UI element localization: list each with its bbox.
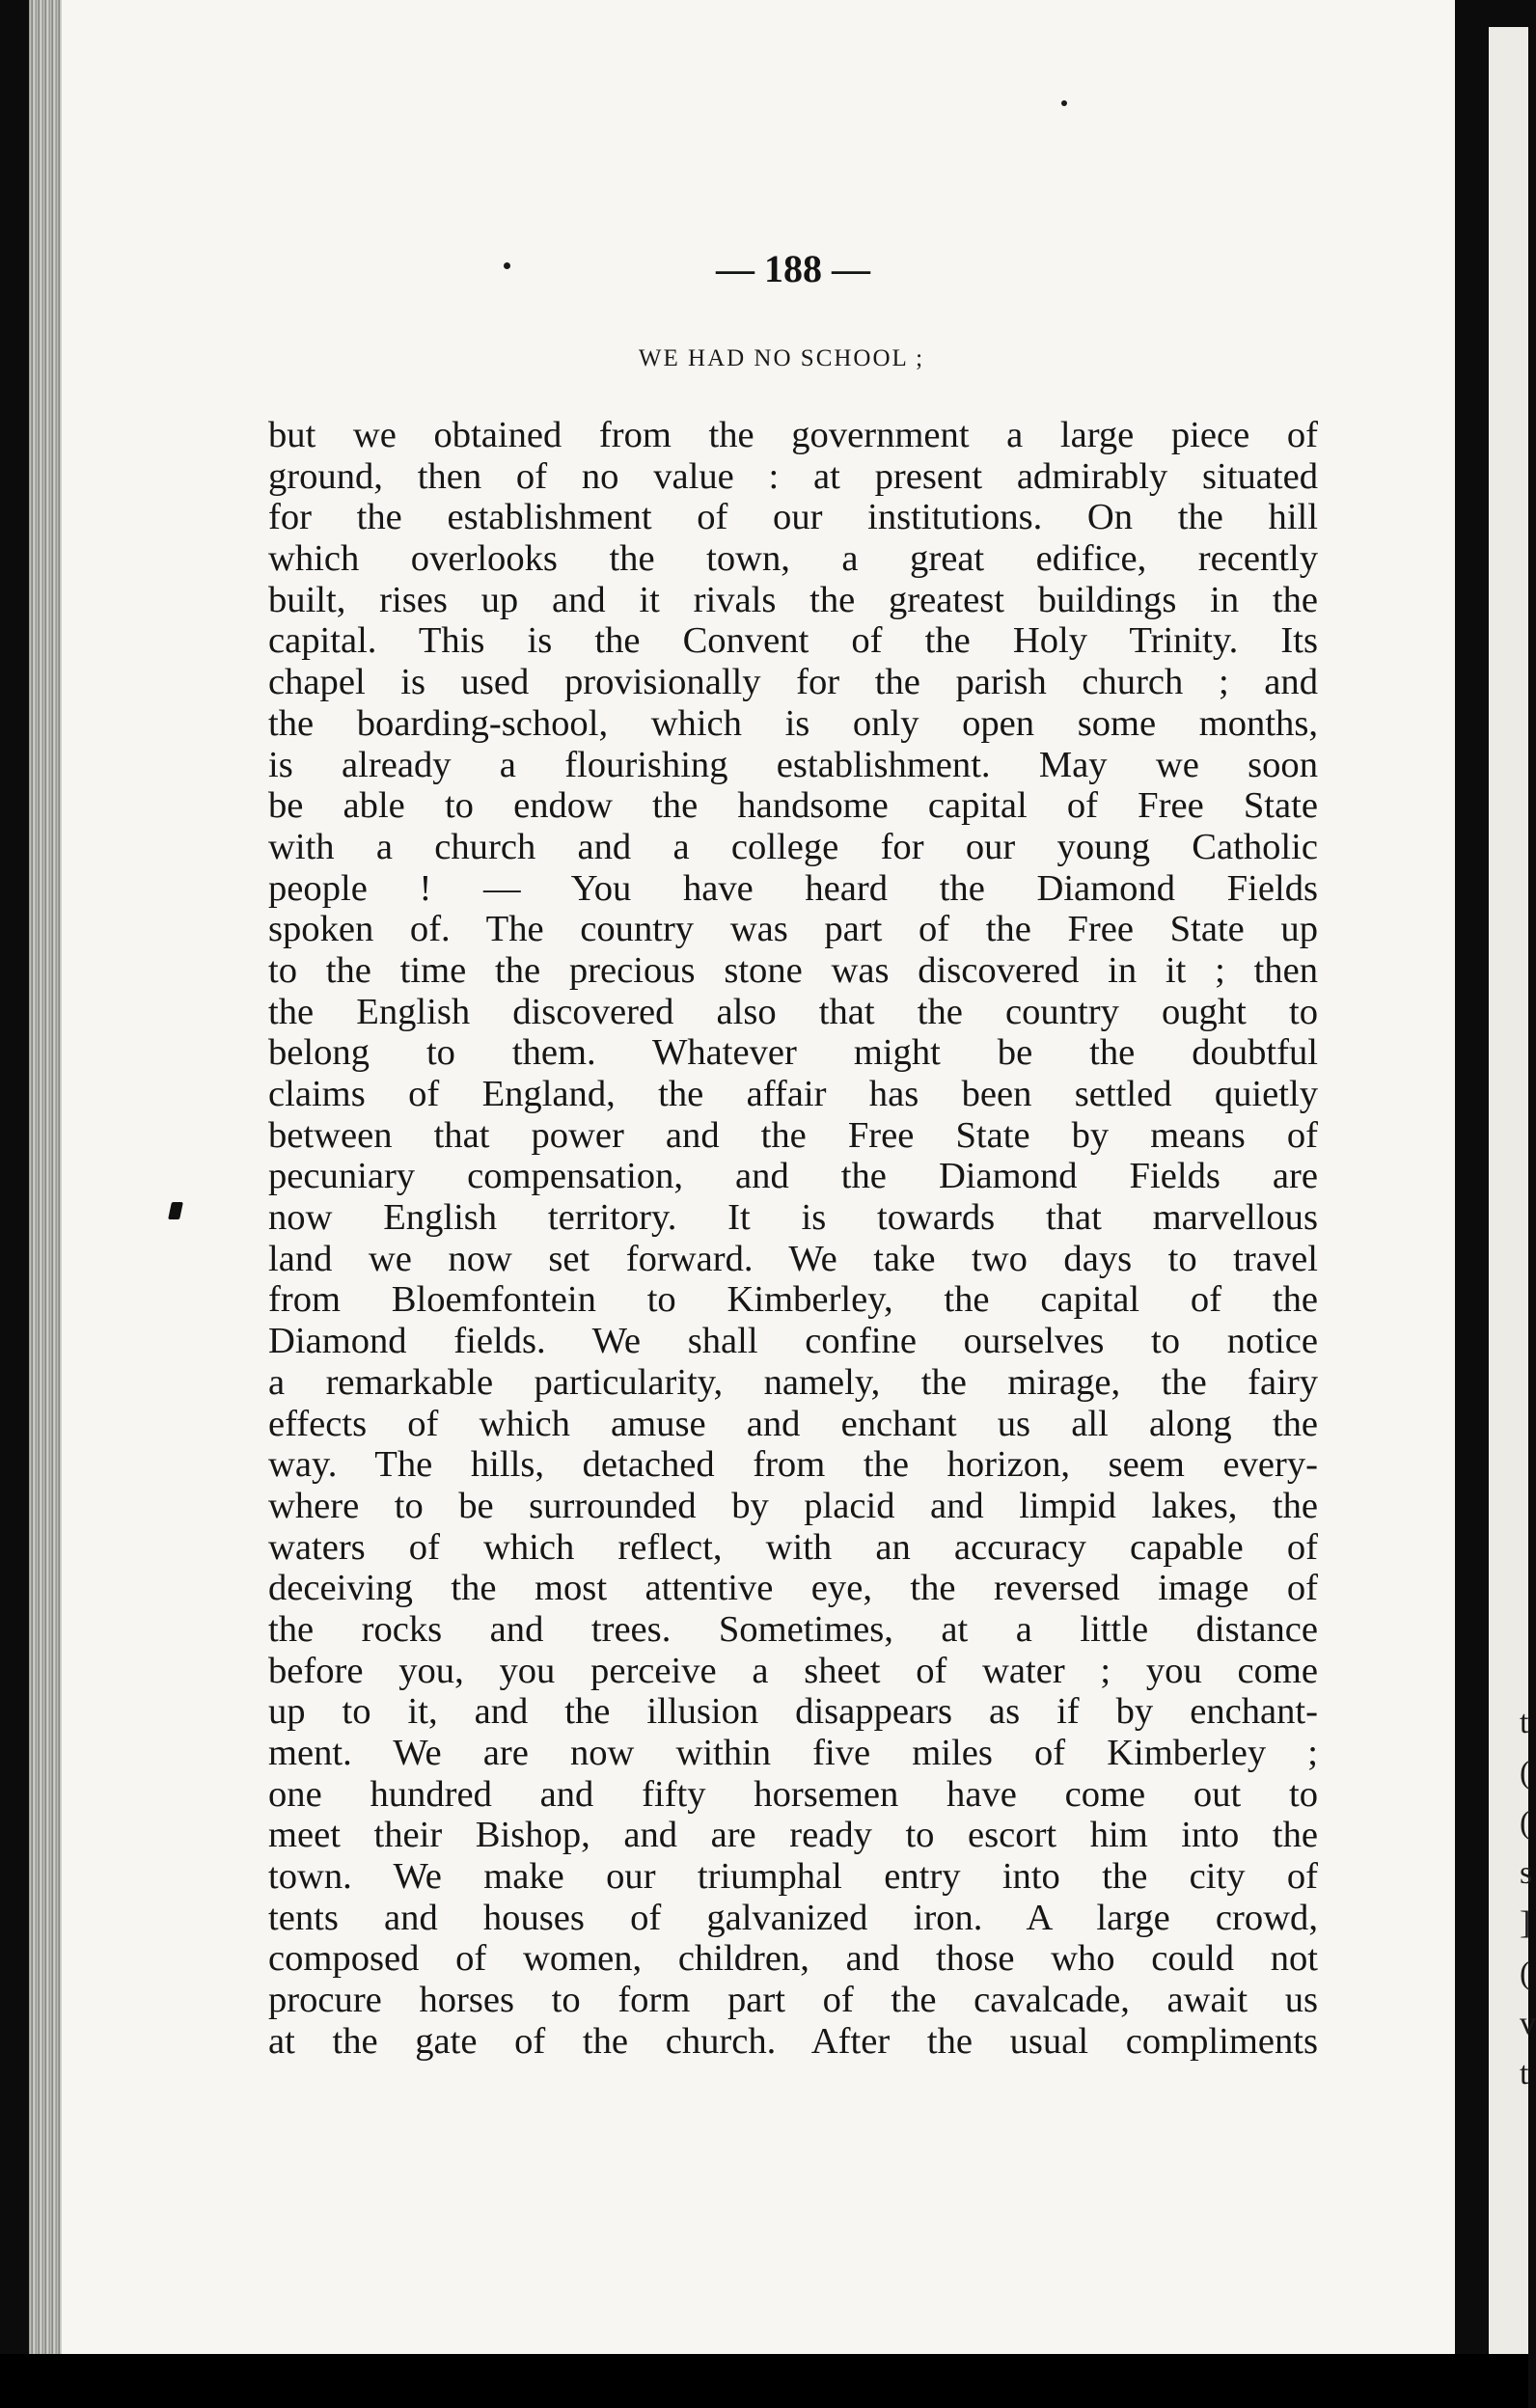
text-line: procure horses to form part of the cavalcade, await us — [268, 1980, 1318, 2021]
text-line: between that power and the Free State by means of — [268, 1114, 1318, 1156]
body-paragraph — [268, 415, 1318, 2063]
text-line: land we now set forward. We take two days to travel — [268, 1238, 1318, 1279]
adjacent-letter: t — [1520, 2056, 1529, 2092]
text-line: be able to endow the handsome capital of Free State — [268, 785, 1318, 827]
text-line: claims of England, the affair has been settled quietly — [268, 1074, 1318, 1114]
text-line: up to it, and the illusion disappears as if by enchant- — [268, 1691, 1318, 1733]
margin-ink-mark — [168, 1202, 183, 1219]
text-line: at the gate of the church. After the usual compliments — [268, 2020, 1318, 2062]
binding-edge — [29, 0, 62, 2354]
ink-speck — [1061, 100, 1067, 106]
text-line: where to be surrounded by placid and limpid lakes, the — [268, 1485, 1318, 1526]
text-line: for the establishment of our institutions. On the hill — [268, 497, 1318, 538]
text-line: the rocks and trees. Sometimes, at a little distance — [268, 1608, 1318, 1650]
text-line: deceiving the most attentive eye, the reversed image of — [268, 1568, 1318, 1609]
text-line: way. The hills, detached from the horizon, seem every- — [268, 1444, 1318, 1486]
adjacent-letter: t — [1520, 1705, 1529, 1740]
text-line: spoken of. The country was part of the Free State up — [268, 909, 1318, 950]
text-line: town. We make our triumphal entry into the city of — [268, 1856, 1318, 1898]
text-line: a remarkable particularity, namely, the mirage, the fairy — [268, 1361, 1318, 1403]
text-line: ground, then of no value : at present admirably situated — [268, 455, 1318, 497]
running-subheading: WE HAD NO SCHOOL ; — [638, 345, 925, 371]
text-line: chapel is used provisionally for the parish church ; and — [268, 662, 1318, 703]
adjacent-letter: ( — [1520, 1956, 1531, 1991]
text-line: with a church and a college for our young Catholic — [268, 826, 1318, 867]
text-line: waters of which reflect, with an accuracy capable of — [268, 1526, 1318, 1568]
text-line: one hundred and fifty horsemen have come out to — [268, 1773, 1318, 1815]
ink-speck — [504, 262, 510, 269]
adjacent-letter: ] — [1520, 1905, 1531, 1941]
text-line: tents and houses of galvanized iron. A large crowd, — [268, 1897, 1318, 1938]
adjacent-page-letters — [1520, 1698, 1536, 2099]
text-line: effects of which amuse and enchant us all along the — [268, 1403, 1318, 1444]
adjacent-letter: ( — [1520, 1755, 1531, 1791]
text-line: now English territory. It is towards that marvellous — [268, 1197, 1318, 1239]
text-line: belong to them. Whatever might be the doubtful — [268, 1032, 1318, 1074]
text-line: the boarding-school, which is only open some months, — [268, 702, 1318, 744]
text-line: to the time the precious stone was discovered in it ; then — [268, 949, 1318, 991]
text-line: from Bloemfontein to Kimberley, the capital of the — [268, 1279, 1318, 1321]
book-page — [29, 0, 1455, 2354]
adjacent-letter: s — [1520, 1855, 1533, 1891]
text-line: the English discovered also that the country ought to — [268, 991, 1318, 1032]
text-line: ment. We are now within five miles of Kimberley ; — [268, 1733, 1318, 1773]
adjacent-letter: ( — [1520, 1805, 1531, 1841]
text-line: but we obtained from the government a large piece of — [268, 415, 1318, 455]
text-line: capital. This is the Convent of the Holy Trinity. Its — [268, 620, 1318, 662]
text-line: Diamond fields. We shall confine ourselves to notice — [268, 1321, 1318, 1362]
text-line: meet their Bishop, and are ready to escort him into the — [268, 1815, 1318, 1856]
text-line: composed of women, children, and those who could not — [268, 1938, 1318, 1980]
scan-bottom-border — [0, 2354, 1528, 2408]
text-line: built, rises up and it rivals the greatest buildings in the — [268, 579, 1318, 620]
text-line: which overlooks the town, a great edifice, recently — [268, 538, 1318, 580]
text-line: pecuniary compensation, and the Diamond Fields are — [268, 1156, 1318, 1197]
text-line: people ! — You have heard the Diamond Fields — [268, 867, 1318, 909]
page-number-header — [677, 245, 909, 293]
page-number: — 188 — — [716, 247, 870, 290]
text-line: before you, you perceive a sheet of water ; you come — [268, 1650, 1318, 1691]
text-line: is already a flourishing establishment. May we soon — [268, 744, 1318, 785]
adjacent-letter: v — [1520, 2006, 1536, 2041]
